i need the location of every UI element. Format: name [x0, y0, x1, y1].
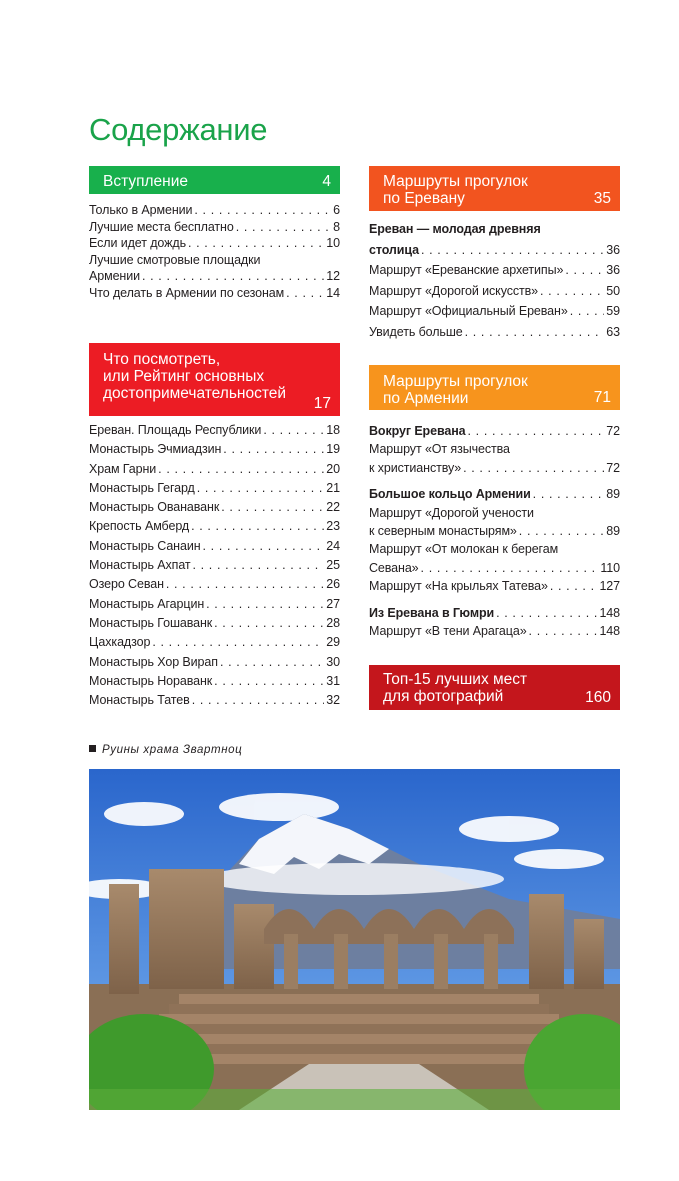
toc-entry[interactable]: [369, 504, 620, 541]
toc-entry[interactable]: [89, 537, 340, 556]
section-title-line: Маршруты прогулок: [383, 173, 528, 190]
dot-leader: [465, 322, 605, 343]
toc-entry[interactable]: [89, 498, 340, 517]
toc-entry[interactable]: [89, 575, 340, 594]
toc-entry-page-number: 12: [326, 269, 340, 283]
dot-leader: [519, 522, 604, 540]
toc-entry-title: Увидеть больше: [369, 324, 463, 339]
toc-entry-title: к христианству»: [369, 460, 462, 475]
dot-leader: [203, 537, 325, 556]
toc-entries-armenia-walks: [369, 422, 620, 640]
toc-entry-title: Храм Гарни: [89, 461, 157, 476]
toc-entry-title: Монастырь Эчмиадзин: [89, 442, 222, 457]
toc-entry[interactable]: [89, 440, 340, 459]
toc-entry[interactable]: [369, 485, 620, 503]
toc-entry-title: Озеро Севан: [89, 577, 164, 592]
toc-entry-page-number: 19: [326, 442, 340, 457]
dot-leader: [142, 268, 324, 285]
section-title: [383, 173, 528, 207]
toc-entry-title: Маршрут «Ереванские архетипы»: [369, 263, 564, 277]
toc-entry-title: Маршрут «На крыльях Татева»: [369, 579, 548, 594]
dot-leader: [540, 281, 604, 302]
toc-entry-page-number: 20: [326, 461, 340, 476]
toc-entry[interactable]: [89, 219, 340, 236]
toc-entry[interactable]: [369, 540, 620, 577]
toc-entry[interactable]: [89, 614, 340, 633]
toc-entry[interactable]: [89, 653, 340, 672]
toc-entry-page-number: 32: [326, 693, 340, 708]
toc-entry-title: Вокруг Еревана: [369, 424, 466, 438]
toc-entry-title: Монастырь Татев: [89, 693, 190, 708]
toc-entry[interactable]: [369, 301, 620, 322]
dot-leader: [421, 240, 604, 261]
toc-entry-title: Монастырь Санаин: [89, 538, 201, 553]
toc-entry-page-number: 28: [326, 615, 340, 630]
dot-leader: [192, 691, 325, 710]
toc-entry[interactable]: [369, 577, 620, 595]
toc-entry[interactable]: [369, 260, 620, 281]
toc-entry-page-number: 36: [606, 242, 620, 257]
toc-entry[interactable]: [89, 202, 340, 219]
caption-text: Руины храма Звартноц: [102, 744, 243, 756]
section-header-armenia-walks[interactable]: [369, 365, 620, 410]
toc-entry[interactable]: [89, 479, 340, 498]
section-title-line: Вступление: [103, 173, 189, 190]
photo-caption: [89, 744, 242, 756]
toc-entry-title: к северным монастырям»: [369, 524, 517, 539]
toc-entry-page-number: 29: [326, 635, 340, 650]
dot-leader: [152, 633, 324, 652]
dot-leader: [263, 421, 324, 440]
dot-leader: [166, 575, 324, 594]
dot-leader: [565, 260, 604, 281]
toc-entry-page-number: 27: [326, 596, 340, 611]
toc-entry-page-number: 148: [599, 605, 620, 620]
zvartnots-ruins-illustration: [89, 769, 620, 1110]
toc-entry-text-line: Ереван — молодая древняя: [369, 222, 541, 236]
toc-entry-title: Цахкадзор: [89, 635, 151, 650]
toc-entry-title: Монастырь Хор Вирап: [89, 654, 218, 669]
toc-entry-page-number: 50: [606, 283, 620, 298]
section-page-number: 17: [313, 395, 331, 412]
dot-leader: [223, 440, 324, 459]
toc-entry-title: Лучшие места бесплатно: [89, 219, 234, 234]
toc-entry-title: Маршрут «Дорогой искусств»: [369, 283, 539, 298]
dot-leader: [214, 614, 324, 633]
section-title: [383, 671, 527, 705]
toc-entry[interactable]: [369, 622, 620, 640]
toc-entry-title: Монастырь Ованаванк: [89, 500, 220, 515]
toc-entry-text-line: Маршрут «От молокан к берегам: [369, 542, 559, 557]
dot-leader: [286, 285, 324, 302]
section-header-intro[interactable]: [89, 166, 340, 194]
section-page-number: 35: [593, 190, 611, 207]
toc-entry-page-number: 89: [606, 524, 620, 539]
dot-leader: [570, 301, 605, 322]
toc-entry[interactable]: [369, 322, 620, 343]
toc-entry[interactable]: [89, 672, 340, 691]
toc-entry-title: столица: [369, 242, 419, 257]
toc-entry-title: Только в Армении: [89, 203, 193, 217]
toc-entry-title: Севана»: [369, 560, 419, 575]
toc-entry-title: Крепость Амберд: [89, 519, 190, 534]
toc-entry-page-number: 72: [606, 424, 620, 438]
section-title-line: Что посмотреть,: [103, 351, 221, 368]
toc-entry[interactable]: [89, 252, 340, 285]
toc-entry-title: Из Еревана в Гюмри: [369, 605, 495, 620]
dot-leader: [197, 479, 325, 498]
section-title: [103, 351, 286, 402]
toc-entry-text-line: Лучшие смотровые площадки: [89, 252, 261, 267]
toc-entry-title: Ереван. Площадь Республики: [89, 423, 262, 437]
section-title-line: Топ-15 лучших мест: [383, 671, 528, 688]
toc-entry[interactable]: [89, 235, 340, 252]
toc-entry-page-number: 14: [326, 285, 340, 300]
toc-entry-page-number: 23: [326, 519, 340, 534]
toc-entry-title: Если идет дождь: [89, 236, 186, 250]
toc-entry-page-number: 36: [606, 263, 620, 277]
toc-entry[interactable]: [89, 595, 340, 614]
toc-entry-title: Армении: [89, 269, 141, 283]
page-title: Содержание: [89, 112, 268, 147]
toc-entry[interactable]: [89, 460, 340, 479]
section-page-number: 71: [593, 389, 611, 406]
zvartnots-photo: [89, 769, 620, 1110]
toc-entry[interactable]: [89, 633, 340, 652]
dot-leader: [421, 559, 599, 577]
toc-entries-intro: [89, 202, 340, 301]
section-title-line: по Армении: [383, 390, 469, 407]
toc-entry-page-number: 6: [333, 203, 340, 217]
dot-leader: [158, 460, 324, 479]
toc-entry-page-number: 127: [599, 579, 620, 594]
toc-entry[interactable]: [89, 517, 340, 536]
toc-entry-page-number: 22: [326, 500, 340, 515]
toc-entry-page-number: 30: [326, 654, 340, 669]
toc-entry-text-line: Маршрут «Дорогой учености: [369, 505, 534, 520]
dot-leader: [188, 235, 324, 252]
toc-entry-page-number: 8: [333, 219, 340, 234]
toc-entry[interactable]: [89, 556, 340, 575]
toc-entry-title: Монастырь Гегард: [89, 480, 195, 495]
section-page-number: 160: [585, 689, 611, 706]
dot-leader: [468, 422, 605, 440]
dot-leader: [191, 517, 324, 536]
toc-entry[interactable]: [369, 219, 620, 260]
dot-leader: [206, 595, 324, 614]
dot-leader: [496, 604, 597, 622]
toc-entry-page-number: 26: [326, 577, 340, 592]
toc-entry-page-number: 18: [326, 423, 340, 437]
toc-entry-title: Большое кольцо Армении: [369, 487, 531, 502]
section-title-line: для фотографий: [383, 688, 504, 705]
toc-entry-page-number: 89: [606, 487, 620, 502]
section-title-line: Маршруты прогулок: [383, 373, 528, 390]
toc-entry[interactable]: [369, 440, 620, 477]
dot-leader: [463, 459, 604, 477]
dot-leader: [220, 653, 324, 672]
toc-group-gap: [369, 477, 620, 485]
section-title: [103, 173, 188, 190]
toc-entry-page-number: 31: [326, 673, 340, 688]
toc-entry-title: Монастырь Нораванк: [89, 673, 213, 688]
section-title-line: достопримечательностей: [103, 385, 287, 402]
toc-entry-page-number: 25: [326, 558, 340, 573]
section-title: [383, 373, 528, 407]
toc-entry-title: Что делать в Армении по сезонам: [89, 285, 285, 300]
toc-entry-page-number: 24: [326, 538, 340, 553]
dot-leader: [221, 498, 324, 517]
section-header-sights[interactable]: [89, 343, 340, 416]
dot-leader: [529, 622, 598, 640]
toc-entry-title: Маршрут «В тени Арагаца»: [369, 624, 527, 639]
toc-entry-title: Монастырь Ахпат: [89, 558, 191, 573]
dot-leader: [214, 672, 324, 691]
toc-entry-page-number: 63: [606, 324, 620, 339]
toc-entry[interactable]: [89, 691, 340, 710]
dot-leader: [193, 556, 325, 575]
toc-entry-title: Монастырь Гошаванк: [89, 615, 213, 630]
section-title-line: по Еревану: [383, 190, 465, 207]
section-header-yerevan-walks[interactable]: [369, 166, 620, 211]
toc-entry-text-line: Маршрут «От язычества: [369, 442, 510, 457]
dot-leader: [194, 202, 331, 219]
section-header-top15[interactable]: [369, 665, 620, 710]
toc-entry[interactable]: [369, 281, 620, 302]
dot-leader: [550, 577, 598, 595]
toc-entries-sights: [89, 421, 340, 710]
toc-entry-page-number: 148: [599, 624, 620, 639]
dot-leader: [533, 485, 605, 503]
toc-entry-page-number: 21: [326, 480, 340, 495]
toc-entry-page-number: 110: [600, 560, 620, 575]
toc-entry[interactable]: [89, 285, 340, 302]
caption-bullet-icon: [89, 745, 96, 752]
toc-group-gap: [369, 596, 620, 604]
toc-entry-page-number: 10: [326, 236, 340, 250]
toc-entry[interactable]: [369, 422, 620, 440]
toc-entry-page-number: 72: [606, 460, 620, 475]
toc-entry[interactable]: [369, 604, 620, 622]
section-page-number: 4: [322, 173, 331, 190]
toc-entries-yerevan-walks: [369, 219, 620, 342]
toc-entry[interactable]: [89, 421, 340, 440]
toc-entry-title: Маршрут «Официальный Ереван»: [369, 304, 568, 318]
section-title-line: или Рейтинг основных: [103, 368, 265, 385]
dot-leader: [236, 219, 331, 236]
toc-entry-title: Монастырь Агарцин: [89, 596, 205, 611]
toc-entry-page-number: 59: [606, 304, 620, 318]
